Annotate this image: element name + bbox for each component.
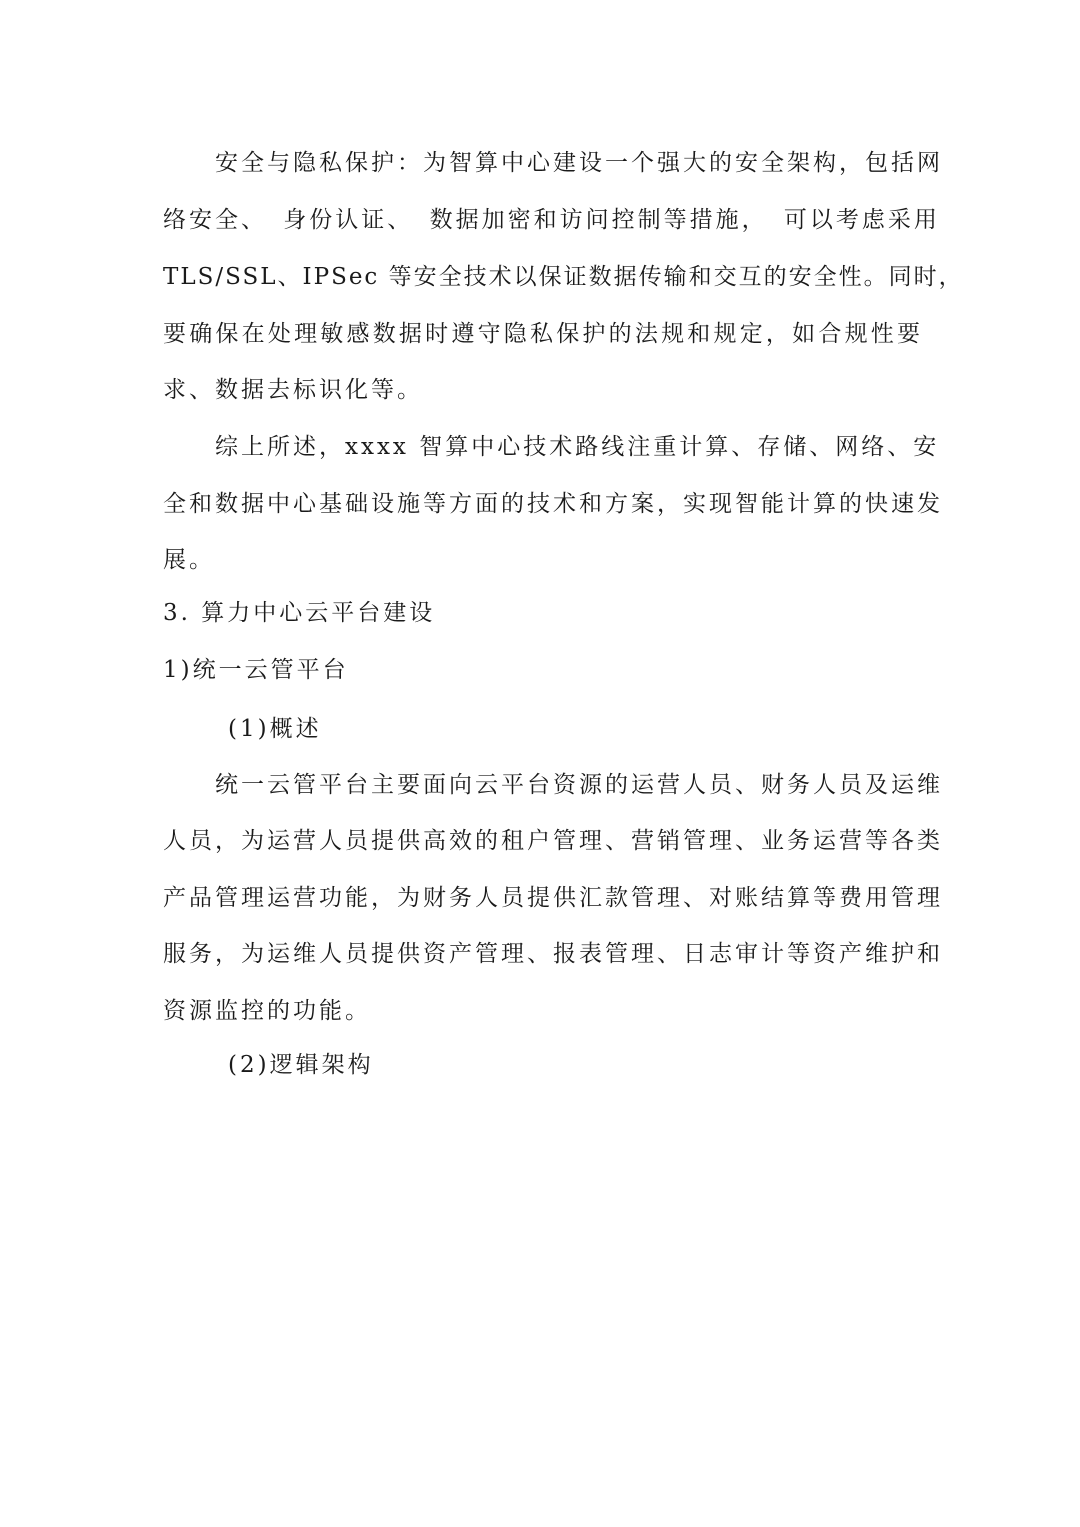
- paragraph-overview-line-3: 产品管理运营功能，为财务人员提供汇款管理、对账结算等费用管理: [163, 885, 943, 911]
- paragraph-security-line-3: TLS/SSL、IPSec 等安全技术以保证数据传输和交互的安全性。同时，: [163, 264, 964, 290]
- paragraph-security-line-4: 要确保在处理敏感数据时遵守隐私保护的法规和规定，如合规性要: [163, 321, 923, 347]
- heading-logic-architecture: (2)逻辑架构: [228, 1052, 374, 1078]
- paragraph-overview-line-5: 资源监控的功能。: [163, 998, 371, 1024]
- paragraph-overview-line-1: 统一云管平台主要面向云平台资源的运营人员、财务人员及运维: [215, 772, 943, 798]
- paragraph-overview-line-4: 服务，为运维人员提供资产管理、报表管理、日志审计等资产维护和: [163, 941, 943, 967]
- paragraph-summary-line-1: 综上所述，xxxx 智算中心技术路线注重计算、存储、网络、安: [215, 434, 940, 460]
- section-heading-3: 3. 算力中心云平台建设: [163, 600, 436, 626]
- paragraph-summary-line-3: 展。: [163, 547, 215, 573]
- heading-overview: (1)概述: [228, 716, 322, 742]
- subsection-heading-1: 1)统一云管平台: [163, 657, 349, 683]
- paragraph-overview-line-2: 人员，为运营人员提供高效的租户管理、营销管理、业务运营等各类: [163, 828, 943, 854]
- paragraph-security-line-5: 求、数据去标识化等。: [163, 377, 423, 403]
- paragraph-security-line-2: 络安全、 身份认证、 数据加密和访问控制等措施， 可以考虑采用: [163, 207, 940, 233]
- paragraph-security-line-1: 安全与隐私保护：为智算中心建设一个强大的安全架构，包括网: [215, 150, 943, 176]
- paragraph-summary-line-2: 全和数据中心基础设施等方面的技术和方案，实现智能计算的快速发: [163, 491, 943, 517]
